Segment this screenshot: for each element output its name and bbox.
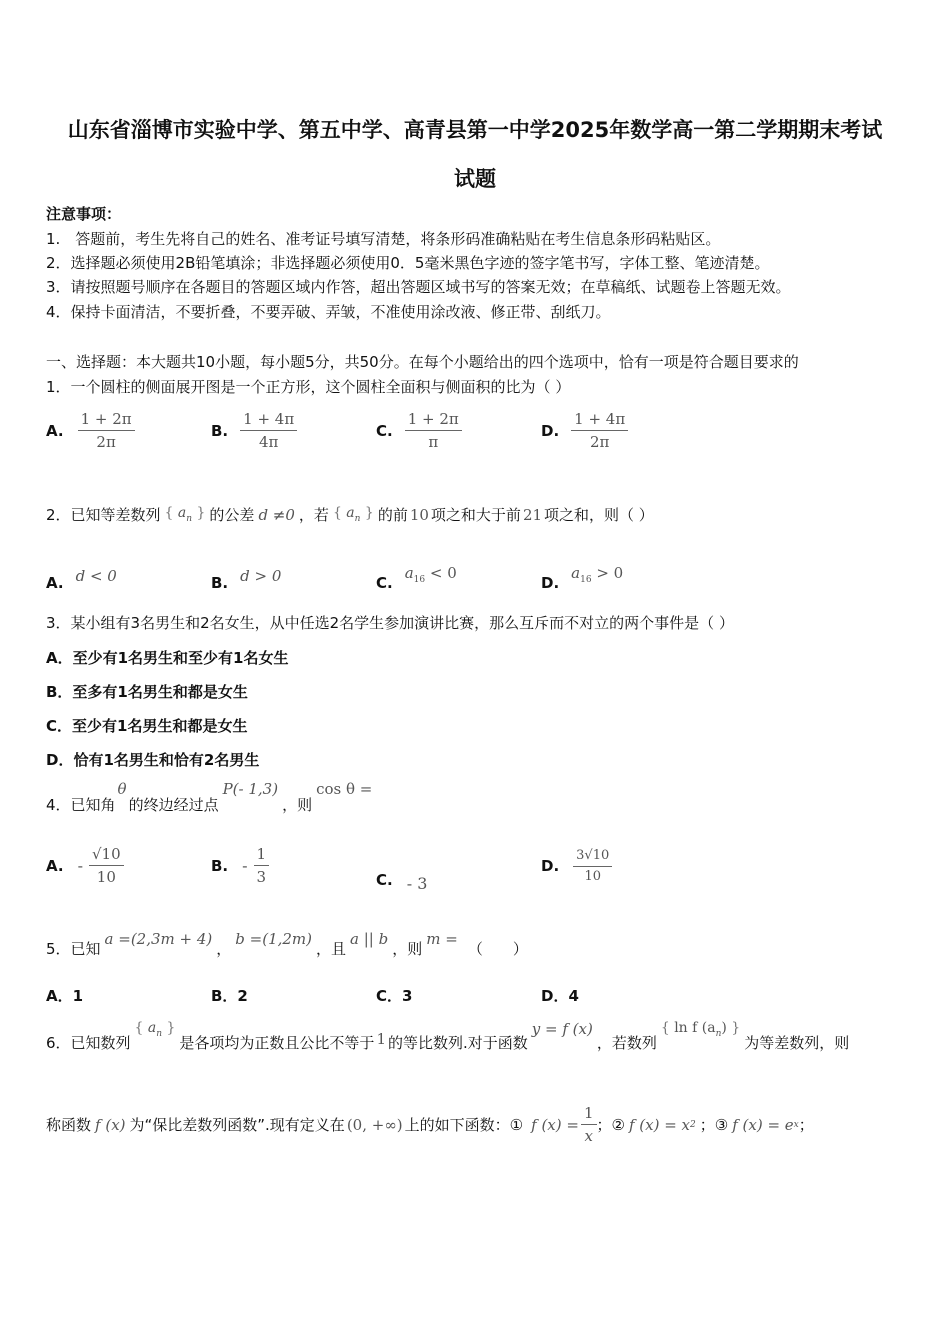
option-fraction: $\frac{1 + 4\pi}{2\pi}$ xyxy=(571,410,628,451)
question-3-option-a[interactable]: A．至少有1名男生和至少有1名女生 xyxy=(46,649,289,667)
option-label: A. xyxy=(46,421,64,440)
question-3-option-b[interactable]: B．至多有1名男生和都是女生 xyxy=(46,683,248,701)
question-4-stem: 4．已知角 θ 的终边经过点 P(- 1,3) ，则 cos θ = xyxy=(46,780,373,814)
section-heading: 一、选择题：本大题共10小题，每小题5分，共50分。在每个小题给出的四个选项中，恰有一项是符合题目要求的 xyxy=(46,353,799,371)
question-4-option-d[interactable]: D. $\frac{3√10}{10}$ xyxy=(541,848,612,884)
notice-item: 1. 答题前，考生先将自己的姓名、准考证号填写清楚，将条形码准确粘贴在考生信息条形码粘贴区。 xyxy=(46,230,721,248)
option-fraction: $\frac{1 + 2\pi}{\pi}$ xyxy=(405,410,462,451)
question-5-stem: 5．已知 a =(2,3m + 4) ， b =(1,2m) ，且 a || b ，则 m = （ ） xyxy=(46,930,528,958)
notice-item: 3．请按照题号顺序在各题目的答题区域内作答，超出答题区域书写的答案无效；在草稿纸、试题卷上答题无效。 xyxy=(46,278,791,296)
sequence-expr: { $a_n$ } xyxy=(332,505,374,524)
sequence-expr: { $a_n$ } xyxy=(164,505,206,524)
log-sequence-expr: { ln f $(a_n)$ } xyxy=(660,1020,741,1039)
question-2-option-a[interactable]: A. d < 0 xyxy=(46,567,117,592)
page-title-line2: 试题 xyxy=(454,167,496,191)
notice-item: 4．保持卡面清洁，不要折叠，不要弄破、弄皱，不准使用涂改液、修正带、刮纸刀。 xyxy=(46,303,611,321)
option-label: C. xyxy=(376,421,393,440)
question-1-option-a[interactable] xyxy=(46,410,135,451)
notice-heading: 注意事项： xyxy=(46,205,122,223)
notice-item: 2．选择题必须使用2B铅笔填涂；非选择题必须使用0．5毫米黑色字迹的签字笔书写，字体工整、笔迹清楚。 xyxy=(46,254,770,272)
question-2-stem: 2．已知等差数列 { $a_n$ } 的公差 d ≠0 ，若 { $a_n$ } 的前 10 项之和大于前 21 项之和，则（ ） xyxy=(46,505,654,524)
option-label: B. xyxy=(211,421,229,440)
question-1-option-c[interactable] xyxy=(376,410,462,451)
question-2-option-c[interactable]: C. $a_{16} < 0$ xyxy=(376,563,457,592)
question-2-option-b[interactable]: B. d > 0 xyxy=(211,567,282,592)
question-4-option-c[interactable]: C. - 3 xyxy=(376,870,428,893)
question-6-stem-line2: 称函数 f (x) 为“保比差数列函数”.现有定义在 (0, +∞) 上的如下函数：① f (x) = $\frac{1}{x}$ ；② f (x) = x 2 ；③ f (x) = e x ； xyxy=(46,1104,814,1145)
option-label: D. xyxy=(541,421,560,440)
question-3-option-d[interactable]: D．恰有1名男生和恰有2名男生 xyxy=(46,751,260,769)
question-3-option-c[interactable]: C．至少有1名男生和都是女生 xyxy=(46,717,248,735)
question-1-option-d[interactable] xyxy=(541,410,628,451)
question-4-option-a[interactable]: A. - $\frac{√10}{10}$ xyxy=(46,845,124,886)
question-4-option-b[interactable]: B. - $\frac{1}{3}$ xyxy=(211,845,269,886)
function-1-fraction: $\frac{1}{x}$ xyxy=(581,1104,597,1145)
option-fraction: $\frac{1 + 4\pi}{4\pi}$ xyxy=(240,410,297,451)
question-5-option-a[interactable]: A．1 xyxy=(46,987,84,1005)
question-5-option-c[interactable]: C．3 xyxy=(376,987,413,1005)
question-5-option-d[interactable]: D．4 xyxy=(541,987,579,1005)
question-2-option-d[interactable]: D. $a_{16} > 0$ xyxy=(541,563,624,592)
sequence-expr: { $a_n$ } xyxy=(134,1020,176,1039)
question-5-option-b[interactable]: B．2 xyxy=(211,987,248,1005)
option-fraction: $\frac{1 + 2\pi}{2\pi}$ xyxy=(78,410,135,451)
question-1-option-b[interactable] xyxy=(211,410,297,451)
question-1-stem: 1．一个圆柱的侧面展开图是一个正方形，这个圆柱全面积与侧面积的比为（ ） xyxy=(46,378,571,396)
question-6-stem: 6．已知数列 { $a_n$ } 是各项均为正数且公比不等于 1 的等比数列.对于函数 y = f (x) ，若数列 { ln f $(a_n)$ } 为等差数列，则 xyxy=(46,1020,850,1052)
question-3-stem: 3．某小组有3名男生和2名女生，从中任选2名学生参加演讲比赛，那么互斥而不对立的两个事件是（ ） xyxy=(46,614,734,632)
page-title: 山东省淄博市实验中学、第五中学、高青县第一中学2025年数学高一第二学期期末考试 xyxy=(67,118,883,142)
